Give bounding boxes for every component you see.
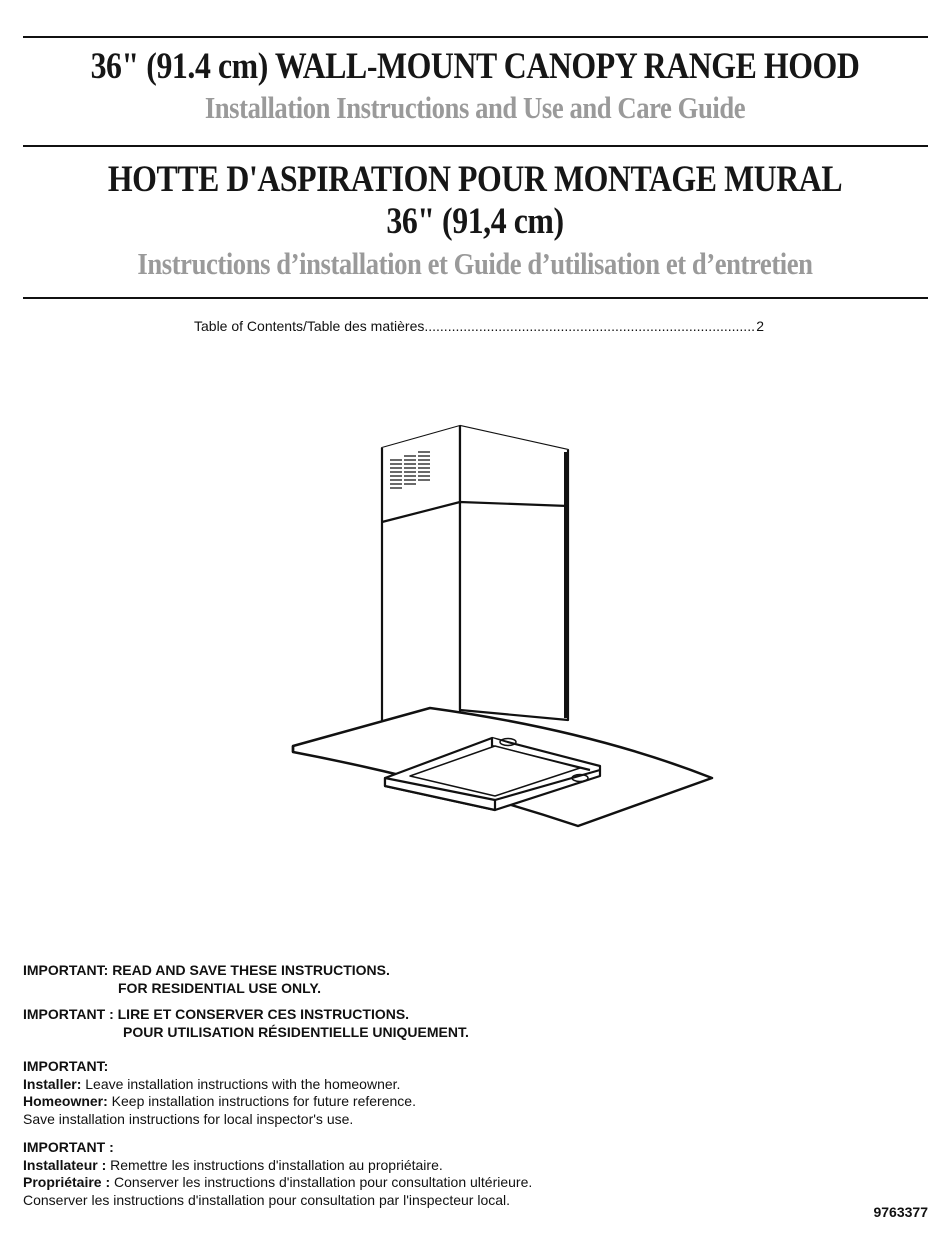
proprietaire-text: Conserver les instructions d'installation pour consultation ultérieure. (110, 1174, 533, 1190)
homeowner-label: Homeowner: (23, 1093, 108, 1109)
important-notice-en (23, 962, 390, 997)
page-title-fr-line2: 36" (91,4 cm) (386, 201, 564, 242)
residential-use-only: FOR RESIDENTIAL USE ONLY. (118, 979, 322, 996)
lire-conserver-instructions: LIRE ET CONSERVER CES INSTRUCTIONS. (117, 1006, 410, 1022)
toc-label: Table of Contents/Table des matières (194, 318, 425, 334)
homeowner-text: Keep installation instructions for future reference. (107, 1093, 416, 1109)
table-of-contents-entry[interactable] (194, 318, 764, 334)
inspector-text-en: Save installation instructions for local inspector's use. (23, 1110, 354, 1127)
installer-text: Leave installation instructions with the homeowner. (81, 1075, 401, 1092)
top-rule (23, 36, 928, 38)
page-title-en: 36" (91.4 cm) WALL-MOUNT CANOPY RANGE HOOD (90, 46, 860, 87)
installer-notes-en (23, 1058, 416, 1128)
installateur-label: Installateur : (23, 1156, 107, 1173)
page-subtitle-en: Installation Instructions and Use and Care Guide (204, 90, 746, 125)
toc-leader-dots (424, 318, 756, 334)
toc-page-number: 2 (756, 318, 764, 334)
middle-rule (23, 145, 928, 147)
important-notice-fr (23, 1006, 469, 1041)
page-subtitle-fr: Instructions d’installation et Guide d’utilisation et d’entretien (137, 246, 813, 281)
installateur-text: Remettre les instructions d'installation au propriétaire. (106, 1156, 443, 1173)
bottom-rule (23, 297, 928, 299)
important-label-en: IMPORTANT: (23, 962, 109, 978)
range-hood-illustration (290, 420, 720, 840)
utilisation-residentielle: POUR UTILISATION RÉSIDENTIELLE UNIQUEMENT. (123, 1023, 469, 1040)
page-title-fr-line1: HOTTE D'ASPIRATION POUR MONTAGE MURAL (107, 159, 843, 200)
installer-label: Installer: (23, 1075, 82, 1092)
installer-notes-fr (23, 1139, 532, 1209)
proprietaire-label: Propriétaire : (23, 1174, 111, 1190)
document-number: 9763377 (873, 1204, 928, 1220)
inspector-text-fr: Conserver les instructions d'installation pour consultation par l'inspecteur local. (23, 1191, 511, 1208)
read-save-instructions: READ AND SAVE THESE INSTRUCTIONS. (112, 962, 390, 978)
important-heading-en: IMPORTANT: (23, 1058, 109, 1074)
important-heading-fr: IMPORTANT : (23, 1139, 114, 1155)
important-label-fr: IMPORTANT : (23, 1006, 114, 1022)
